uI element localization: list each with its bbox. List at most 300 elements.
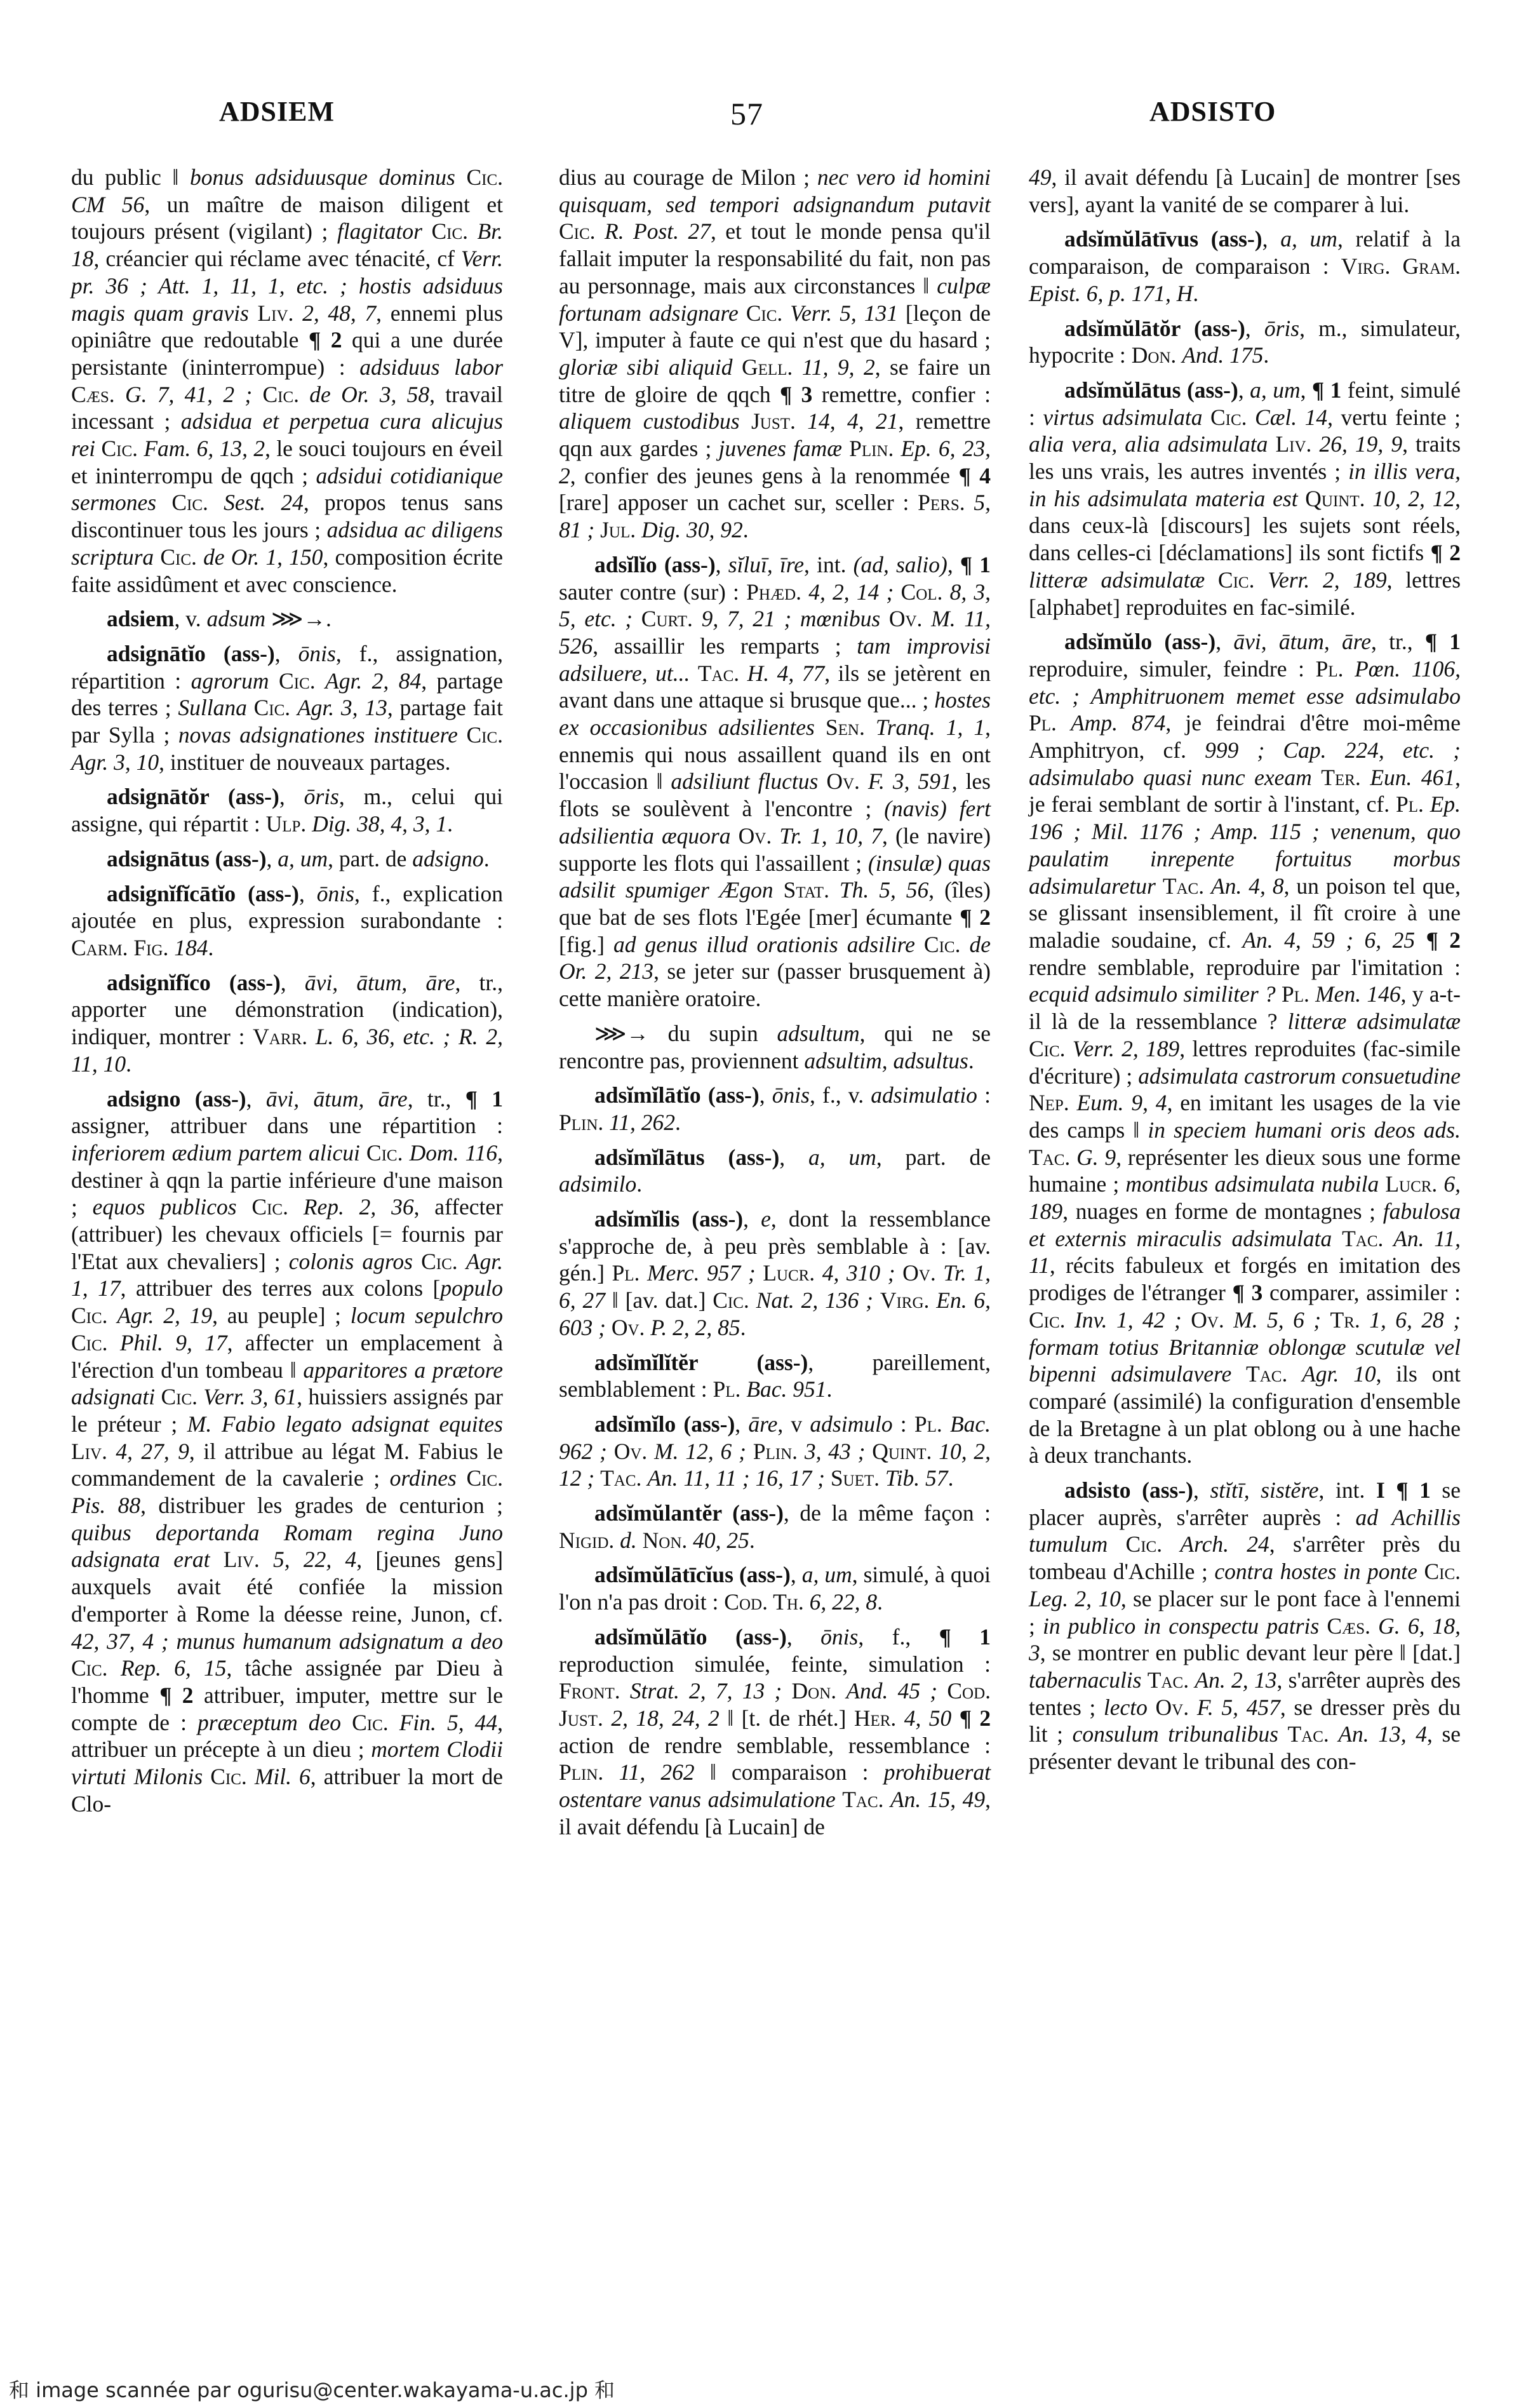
scan-credit-footer: 和 image scannée par ogurisu@center.wakayama-u.ac.jp 和 [9,2378,615,2402]
dictionary-entry: adsignĭfĭco (ass-), āvi, ātum, āre, tr., apporter une démonstration (indication), indiquer, montrer : Varr. L. 6, 36, etc. ; R. 2, 11, 10. [71,969,504,1077]
italic-citation: 4, 50 [904,1705,952,1731]
italic-citation: 4, 2, 14 ; [808,579,894,605]
dictionary-entry: adsignātus (ass-), a, um, part. de adsigno. [107,845,490,871]
author-abbreviation: Ov. [1155,1694,1189,1720]
author-abbreviation: Ov. [1191,1307,1224,1333]
author-abbreviation: Her. [854,1705,897,1731]
italic-citation: prohibuerat ostentare vanus adsimulatione [559,1759,991,1813]
author-abbreviation: Cæs. [1327,1613,1371,1639]
author-abbreviation: Liv. [257,300,294,326]
italic-citation: gloriæ sibi aliquid [559,354,733,380]
italic-citation: Tr. 1, 6, 27 [559,1260,991,1314]
italic-citation: 2, 48, 7 [302,300,377,326]
italic-citation: Agr. 10 [1302,1361,1376,1387]
italic-citation: An. 4, 59 ; 6, 25 [1242,927,1416,953]
italic-citation: CM 56 [71,191,145,217]
dictionary-entry: adsĭmĭlātĭo (ass-), ōnis, f., v. adsimulatio : Plin. 11, 262. [559,1082,991,1135]
italic-citation: Tranq. 1, 1 [875,715,986,741]
author-abbreviation: Liv. [223,1547,260,1573]
italic-citation: populo [440,1275,504,1301]
italic-citation: 4, 27, 9 [116,1438,189,1464]
dictionary-entry: adsĭmĭlātus (ass-), a, um, part. de adsimilo. [559,1144,991,1197]
author-abbreviation: Lucr. [1385,1171,1438,1197]
running-head-right: ADSISTO [1149,96,1276,127]
author-abbreviation: Cic. [1424,1559,1461,1585]
author-abbreviation: Plin. [559,1759,604,1785]
italic-citation: Ep. 196 ; Mil. 1176 ; Amp. 115 ; venenum, quo paulatim inrepente fortuitus morbus adsimularetur [1029,791,1461,899]
italic-citation: Mil. 6 [254,1764,311,1790]
author-abbreviation: Non. [642,1527,688,1553]
sense-marker: ¶ 2 [308,327,342,353]
dictionary-entry: adsĭmŭlātĭo (ass-), ōnis, f., ¶ 1 reproduction simulée, feinte, simulation : Front. Strat. 2, 7, 13 ; Don. And. 45 ; Cod. Just. 2, 18, 24, 2 ‖ [t. de rhét.] Her. 4, 50 ¶ 2 action de rendre semblable, ressemblance : Plin. 11, 262 ‖ comparaison : prohibuerat ostentare vanus adsimulatione Tac. An. 15, 49, il avait défendu [à Lucain] de [559,1623,991,1839]
dictionary-entry: adsĭmĭlo (ass-), āre, v adsimulo : Pl. Bac. 962 ; Ov. M. 12, 6 ; Plin. 3, 43 ; Quint. 10, 2, 12 ; Tac. An. 11, 11 ; 16, 17 ; Suet. Tib. 57. [559,1411,991,1491]
italic-citation: ordines [389,1465,457,1491]
italic-citation: En. 6, 603 ; [559,1287,991,1340]
author-abbreviation: Cic. [1029,1307,1066,1333]
italic-citation: And. 45 ; [846,1678,938,1704]
author-abbreviation: Phæd. [746,579,802,605]
author-abbreviation: Pl. [914,1411,942,1437]
author-abbreviation: Virg. Gram. [1341,253,1461,279]
italic-citation: e [761,1206,771,1232]
italic-citation: ōris [1264,315,1300,341]
italic-citation: 42, 37, 4 ; munus humanum adsignatum a deo [71,1628,503,1654]
italic-citation: āvi, ātum, āre [304,969,455,995]
dictionary-entry: adsisto (ass-), stĭtī, sistĕre, int. I ¶ 1 se placer auprès, s'arrêter auprès : ad Achillis tumulum Cic. Arch. 24, s'arrêter près du tombeau d'Achille ; contra hostes in ponte Cic. Leg. 2, 10, se placer sur le pont face à l'ennemi ; in publico in conspectu patris Cæs. G. 6, 18, 3, se montrer en public devant leur père ‖ [dat.] tabernaculis Tac. An. 2, 13, s'arrêter auprès des tentes ; lecto Ov. F. 5, 457, se dresser près du lit ; consulum tribunalibus Tac. An. 13, 4, se présenter devant le tribunal des con- [1029,1477,1461,1775]
italic-citation: alia vera, alia adsimulata [1029,431,1268,457]
italic-citation: adsimulatio [871,1082,977,1108]
italic-citation: M. 5, 6 ; [1233,1307,1322,1333]
italic-citation: 3, 43 ; [804,1438,866,1464]
dictionary-entry: adsĭmĭlĭtĕr (ass-), pareillement, semblablement : Pl. Bac. 951. [559,1349,991,1402]
author-abbreviation: Cic. [1210,404,1247,430]
italic-citation: Agr. 3, 10 [71,749,159,775]
italic-citation: 11, 262 [609,1109,676,1135]
italic-citation: Tr. 1, 10, 7 [779,823,882,849]
author-abbreviation: Cic. [1217,567,1255,593]
italic-citation: Nat. 2, 136 ; [756,1287,873,1314]
sense-marker: ¶ 1 [1312,377,1342,403]
author-abbreviation: Ov. [826,769,860,795]
italic-citation: 6, 189 [1029,1171,1461,1225]
entry-headword: adsĭmĭlātĭo (ass-) [594,1082,760,1108]
italic-citation: contra hostes in ponte [1214,1559,1417,1585]
italic-citation: d. [620,1527,637,1553]
italic-citation: lecto [1103,1694,1148,1720]
italic-citation: An. 2, 13 [1195,1667,1277,1693]
entry-headword: adsĭmĭlis (ass-) [594,1206,744,1232]
italic-citation: An. 11, 11 [1029,1225,1461,1279]
italic-citation: Arch. 24 [1180,1531,1269,1557]
italic-citation: ōnis [772,1082,810,1108]
italic-citation: sĭluī, īre [728,551,805,577]
italic-citation: 184 [174,934,208,960]
italic-citation: a, um [808,1144,876,1170]
italic-citation: R. Post. 27 [605,218,711,245]
italic-citation: hostes ex occasionibus adsilientes [559,687,991,741]
author-abbreviation: Varr. [253,1024,308,1050]
author-abbreviation: Pers. [918,490,965,516]
sense-marker: I ¶ 1 [1376,1477,1431,1503]
sense-marker: ¶ 3 [1232,1280,1263,1306]
italic-citation: equos publicos [92,1194,237,1220]
author-abbreviation: Col. [901,579,943,605]
author-abbreviation: Cic. [352,1709,389,1735]
italic-citation: Agr. 1, 17 [71,1248,503,1301]
italic-citation: Agr. 2, 19 [117,1303,213,1329]
italic-citation: 2, 18, 24, 2 [611,1705,720,1731]
italic-citation: Amp. 874 [1071,710,1166,736]
sense-marker: ¶ 3 [779,381,813,407]
entry-headword: adsĭmĭlo (ass-) [594,1411,735,1437]
italic-citation: tam improvisi adsiluere, ut... [559,633,991,686]
italic-citation: Fam. 6, 13, 2 [144,436,265,462]
author-abbreviation: Liv. [1275,431,1312,457]
author-abbreviation: Cod. Just. [559,1678,991,1731]
running-head-left: ADSIEM [219,96,335,127]
sense-marker: ¶ 1 [960,551,991,577]
entry-continuation: dius au courage de Milon ; nec vero id homini quisquam, sed tempori adsignandum putavit Cic. R. Post. 27, et tout le monde pensa qu'il fallait imputer la responsabilité du fait, non pas au personnage, mais aux circonstances ‖ culpæ fortunam adsignare Cic. Verr. 5, 131 [leçon de V], imputer à faute ce qui n'est que du hasard ; gloriæ sibi aliquid Gell. 11, 9, 2, se faire un titre de gloire de qqch ¶ 3 remettre, confier : aliquem custodibus Just. 14, 4, 21, remettre qqn aux gardes ; juvenes famæ Plin. Ep. 6, 23, 2, confier des jeunes gens à la renommée ¶ 4 [rare] apposer un cachet sur, sceller : Pers. 5, 81 ; Jul. Dig. 30, 92. [559,165,991,543]
italic-citation: virtus adsimulata [1043,404,1203,430]
author-abbreviation: Cic. [746,300,783,326]
entry-headword: adsignātus (ass-) [107,845,267,871]
dictionary-entry: adsignĭfĭcātĭo (ass-), ōnis, f., explication ajoutée en plus, expression surabondante : Carm. Fig. 184. [71,880,504,960]
italic-citation: Leg. 2, 10 [1029,1585,1121,1611]
italic-citation: Fin. 5, 44 [399,1709,498,1735]
italic-citation: Verr. 5, 131 [790,300,898,326]
author-abbreviation: Tac. [1029,1144,1071,1170]
author-abbreviation: Just. [751,408,796,434]
italic-citation: adsidua et perpetua cura alicujus rei [71,408,503,462]
italic-citation: G. 9 [1076,1144,1116,1170]
italic-citation: An. 15, 49 [890,1787,986,1813]
author-abbreviation: Cic. [160,544,197,570]
author-abbreviation: Ulp. [265,811,307,837]
italic-citation: Eun. 461 [1370,764,1456,790]
italic-citation: Men. 146 [1315,981,1401,1007]
dictionary-entry: adsĭmŭlātīvus (ass-), a, um, relatif à la comparaison, de comparaison : Virg. Gram. Epist. 6, p. 171, H. [1029,226,1461,306]
italic-citation: quibus deportanda Romam regina Juno adsignata erat [71,1519,503,1573]
sense-marker: ¶ 2 [1426,927,1461,953]
italic-citation: mortem Clodii virtuti Milonis [71,1737,503,1790]
entry-headword: adsĭmĭlātus (ass-) [594,1144,780,1170]
author-abbreviation: Tac. [1162,873,1205,899]
italic-citation: Cæl. 14 [1255,404,1328,430]
italic-citation: 11, 262 [619,1759,695,1785]
italic-citation: de Or. 1, 150 [203,544,323,570]
sense-marker: ¶ 2 [1430,540,1461,566]
author-abbreviation: Cic. [171,490,208,516]
author-abbreviation: Ov. [611,1314,645,1340]
italic-citation: (insulæ) quas adsilit spumiger Ægon [559,850,991,903]
author-abbreviation: Ov. [902,1260,936,1286]
italic-citation: An. 13, 4 [1338,1721,1427,1747]
author-abbreviation: Cic. [251,1194,288,1220]
sense-marker: ¶ 2 [959,1705,991,1731]
italic-citation: tabernaculis [1029,1667,1142,1693]
entry-headword: adsignātŏr (ass-) [107,784,279,810]
italic-citation: Ep. 6, 23, 2 [559,436,991,488]
italic-citation: in illis vera, in his adsimulata materia est [1029,459,1461,511]
italic-citation: (navis) fert adsilientia æquora [559,796,991,849]
italic-citation: Merc. 957 ; [646,1260,756,1286]
author-abbreviation: Don. [1131,342,1177,368]
entry-headword: adsisto (ass-) [1064,1477,1193,1503]
italic-citation: G. 6, 18, 3 [1029,1613,1461,1666]
entry-headword: adsĭmŭlantĕr (ass-) [594,1500,784,1526]
sense-marker: ¶ 1 [939,1623,991,1650]
italic-citation: Epist. 6, p. 171, H [1029,280,1193,306]
italic-citation: bonus adsiduusque dominus [190,165,455,190]
italic-citation: adsiliunt fluctus [671,769,819,795]
dictionary-entry: adsĭmŭlātus (ass-), a, um, ¶ 1 feint, simulé : virtus adsimulata Cic. Cæl. 14, vertu feinte ; alia vera, alia adsimulata Liv. 26, 19, 9, traits les uns vrais, les autres inventés ; in illis vera, in his adsimulata materia est Quint. 10, 2, 12, dans ceux-là [discours] les sujets sont réels, dans celles-ci [déclamations] ils sont fictifs ¶ 2 litteræ adsimulatæ Cic. Verr. 2, 189, lettres [alphabet] reproduites en fac-similé. [1029,377,1461,620]
author-abbreviation: Gell. [741,354,793,380]
italic-citation: M. 12, 6 ; [654,1438,746,1464]
italic-citation: An. 4, 8 [1211,873,1284,899]
italic-citation: locum sepulchro [350,1303,503,1329]
author-abbreviation: Tac. [1147,1667,1189,1693]
italic-citation: adsidua ac diligens scriptura [71,517,503,570]
italic-citation: 6, 22, 8 [809,1589,878,1615]
dictionary-entry: adsĭlĭo (ass-), sĭluī, īre, int. (ad, salio), ¶ 1 sauter contre (sur) : Phæd. 4, 2, 14 ; Col. 8, 3, 5, etc. ; Curt. 9, 7, 21 ; mœnibus Ov. M. 11, 526, assaillir les remparts ; tam improvisi adsiluere, ut... Tac. H. 4, 77, ils se jetèrent en avant dans une attaque si brusque que... ; hostes ex occasionibus adsilientes Sen. Tranq. 1, 1, ennemis qui nous assaillent quand ils en ont l'occasion ‖ adsiliunt fluctus Ov. F. 3, 591, les flots se soulèvent à l'encontre ; (navis) fert adsilientia æquora Ov. Tr. 1, 10, 7, (le navire) supporte les flots qui l'assaillent ; (insulæ) quas adsilit spumiger Ægon Stat. Th. 5, 56, (îles) que bat de ses flots l'Egée [mer] écumante ¶ 2 [fig.] ad genus illud orationis adsilire Cic. de Or. 2, 213, se jeter sur (passer brusquement à) cette manière oratoire. [559,551,991,1012]
italic-citation: a, um [1280,226,1337,252]
entry-headword: adsĭlĭo (ass-) [594,551,716,577]
italic-citation: stĭtī, sistĕre [1210,1477,1319,1503]
italic-citation: āvi, ātum, āre [265,1085,408,1112]
italic-citation: Th. 5, 56 [839,877,929,903]
italic-citation: adsiduus labor [359,354,504,380]
author-abbreviation: Carm. Fig. [71,934,169,960]
italic-citation: (ad, salio) [853,551,947,577]
italic-citation: inferiorem ædium partem alicui [71,1139,360,1166]
italic-citation: a, um [278,845,328,871]
entry-continuation: du public ‖ bonus adsiduusque dominus Cic. CM 56, un maître de maison diligent et toujours présent (vigilant) ; flagitator Cic. Br. 18, créancier qui réclame avec ténacité, cf Verr. pr. 36 ; Att. 1, 11, 1, etc. ; hostis adsiduus magis quam gravis Liv. 2, 48, 7, ennemi plus opiniâtre que redoutable ¶ 2 qui a une durée persistante (ininterrompue) : adsiduus labor Cæs. G. 7, 41, 2 ; Cic. de Or. 3, 58, travail incessant ; adsidua et perpetua cura alicujus rei Cic. Fam. 6, 13, 2, le souci toujours en éveil et ininterrompu de qqch ; adsidui cotidianique sermones Cic. Sest. 24, propos tenus sans discontinuer tous les jours ; adsidua ac diligens scriptura Cic. de Or. 1, 150, composition écrite faite assidûment et avec conscience. [71,165,504,597]
entry-continuation: 49, il avait défendu [à Lucain] de montrer [ses vers], ayant la vanité de se comparer à lui. [1029,165,1461,217]
italic-citation: flagitator [337,218,422,245]
italic-citation: Strat. 2, 7, 13 ; [629,1678,782,1704]
italic-citation: apparitores a prætore adsignati [71,1357,503,1410]
italic-citation: aliquem custodibus [559,408,740,434]
dictionary-entry: adsĭmŭlo (ass-), āvi, ātum, āre, tr., ¶ 1 reproduire, simuler, feindre : Pl. Pœn. 1106, etc. ; Amphitruonem memet esse adsimulabo Pl. Amp. 874, je feindrai d'être moi-même Amphitryon, cf. 999 ; Cap. 224, etc. ; adsimulabo quasi nunc exeam Ter. Eun. 461, je ferai semblant de sortir à l'instant, cf. Pl. Ep. 196 ; Mil. 1176 ; Amp. 115 ; venenum, quo paulatim inrepente fortuitus morbus adsimularetur Tac. An. 4, 8, un poison tel que, se glissant insensiblement, il fît croire à une maladie soudaine, cf. An. 4, 59 ; 6, 25 ¶ 2 rendre semblable, reproduire par l'imitation : ecquid adsimulo similiter ? Pl. Men. 146, y a-t-il là de la ressemblance ? litteræ adsimulatæ Cic. Verr. 2, 189, lettres reproduites (fac-simile d'écriture) ; adsimulata castrorum consuetudine Nep. Eum. 9, 4, en imitant les usages de la vie des camps ‖ in speciem humani oris deos ads. Tac. G. 9, représenter les dieux sous une forme humaine ; montibus adsimulata nubila Lucr. 6, 189, nuages en forme de montagnes ; fabulosa et externis miraculis adsimulata Tac. An. 11, 11, récits fabuleux et forgés en imitation des prodiges de l'étranger ¶ 3 comparer, assimiler : Cic. Inv. 1, 42 ; Ov. M. 5, 6 ; Tr. 1, 6, 28 ; formam totius Britanniæ oblongæ scutulæ vel bipenni adsimulavere Tac. Agr. 10, ils ont comparé (assimilé) la configuration d'ensemble de la Bretagne à un plat oblong ou à une hache à deux tranchants. [1029,629,1461,1468]
italic-citation: 9, 7, 21 ; mœnibus [701,606,881,632]
author-abbreviation: Virg. [880,1287,930,1314]
author-abbreviation: Nep. [1029,1090,1069,1116]
author-abbreviation: Pl. [1315,655,1344,682]
italic-citation: Phil. 9, 17 [119,1329,227,1355]
italic-citation: 10, 2, 12 [1372,485,1456,511]
author-abbreviation: Jul. [600,517,636,543]
italic-citation: 5, 22, 4 [272,1547,357,1573]
author-abbreviation: Cic. [559,218,596,245]
author-abbreviation: Liv. [71,1438,107,1464]
italic-citation: ad Achillis tumulum [1029,1504,1461,1557]
author-abbreviation: Cic. [71,1655,108,1681]
italic-citation: Dig. 38, 4, 3, 1 [312,811,448,837]
italic-citation: Pœn. 1106, etc. ; Amphitruonem memet esse adsimulabo [1029,655,1461,709]
dictionary-entry: adsiem, v. adsum ⋙→. [107,606,331,632]
sense-marker: ¶ 2 [960,904,991,930]
italic-citation: litteræ adsimulatæ [1287,1009,1461,1035]
italic-citation: adsultum [777,1020,860,1046]
italic-citation: 1, 6, 28 ; formam totius Britanniæ oblongæ scutulæ vel bipenni adsimulavere [1029,1307,1461,1387]
sense-marker: ¶ 1 [1424,629,1461,655]
author-abbreviation: Pl. [1029,710,1057,736]
entry-headword: adsĭmŭlātīvus (ass-) [1064,226,1262,252]
italic-citation: M. Fabio legato adsignat equites [187,1411,503,1437]
author-abbreviation: Tr. [1330,1307,1360,1333]
italic-citation: Dig. 30, 92 [641,517,743,543]
author-abbreviation: Tac. [600,1465,642,1491]
author-abbreviation: Cæs. [71,381,115,407]
sense-marker: ¶ 4 [958,462,991,488]
dictionary-entry: ⋙→ du supin adsultum, qui ne se rencontre pas, proviennent adsultim, adsultus. [559,1020,991,1073]
author-abbreviation: Tac. [1342,1225,1384,1251]
author-abbreviation: Quint. [872,1438,932,1464]
italic-citation: colonis agros [288,1248,413,1274]
entry-headword: adsigno (ass-) [107,1085,246,1112]
author-abbreviation: Pl. [713,1376,741,1402]
author-abbreviation: Cic. [279,668,316,694]
italic-citation: ecquid adsimulo similiter ? [1029,981,1276,1007]
italic-citation: fabulosa et externis miraculis adsimulata [1029,1199,1461,1251]
entry-headword: adsignĭfĭcātĭo (ass-) [107,880,299,906]
column-3 [1029,164,1461,1783]
entry-headword: adsiem [107,606,175,632]
italic-citation: ad genus illud orationis adsilire [613,931,915,957]
author-abbreviation: Cic. [210,1764,247,1790]
author-abbreviation: Pl. [612,1260,640,1286]
italic-citation: Dom. 116 [409,1139,498,1166]
author-abbreviation: Ov. [738,823,772,849]
author-abbreviation: Tac. [1246,1361,1288,1387]
author-abbreviation: Cic. [431,218,469,245]
author-abbreviation: Lucr. [763,1260,815,1286]
italic-citation: L. 6, 36, etc. ; R. 2, 11, 10 [71,1024,503,1077]
italic-citation: Tib. 57 [885,1465,948,1491]
column-1 [71,164,503,1825]
italic-citation: And. 175 [1182,342,1264,368]
dictionary-entry: adsĭmĭlis (ass-), e, dont la ressemblance s'approche de, à peu près semblable à : [av. gén.] Pl. Merc. 957 ; Lucr. 4, 310 ; Ov. Tr. 1, 6, 27 ‖ [av. dat.] Cic. Nat. 2, 136 ; Virg. En. 6, 603 ; Ov. P. 2, 2, 85. [559,1206,991,1340]
italic-citation: 10, 2, 12 ; [559,1438,991,1491]
entry-headword: adsĭmŭlātīcĭus (ass-) [594,1562,791,1588]
italic-citation: Verr. 2, 189 [1268,567,1387,593]
italic-citation: in publico in conspectu patris [1043,1613,1320,1639]
italic-citation: 8, 3, 5, etc. ; [559,579,991,632]
italic-citation: adsimilo [559,1171,637,1197]
italic-citation: de Or. 3, 58 [309,381,430,407]
italic-citation: Agr. 2, 84 [325,668,422,694]
italic-citation: F. 5, 457 [1196,1694,1280,1720]
author-abbreviation: Cic. [421,1248,458,1274]
italic-citation: 11, 9, 2 [801,354,875,380]
author-abbreviation: Quint. [1305,485,1365,511]
author-abbreviation: Sen. [825,715,865,741]
italic-citation: adsimulata castrorum consuetudine [1138,1063,1461,1089]
italic-citation: Bac. 962 ; [559,1411,991,1464]
italic-citation: in speciem humani oris deos ads. [1148,1117,1461,1143]
dictionary-entry: adsignātŏr (ass-), ōris, m., celui qui assigne, qui répartit : Ulp. Dig. 38, 4, 3, 1. [71,784,504,837]
italic-citation: adsultim, adsultus [804,1047,968,1073]
author-abbreviation: Pl. [1395,791,1424,817]
sense-marker: ¶ 1 [465,1085,504,1112]
author-abbreviation: Cic. [71,1303,108,1329]
italic-citation: de Or. 2, 213 [559,931,991,985]
author-abbreviation: Front. [559,1678,620,1704]
italic-citation: 14, 4, 21 [807,408,899,434]
author-abbreviation: Cic. [161,1384,198,1410]
author-abbreviation: Plin. [753,1438,798,1464]
italic-citation: præceptum deo [198,1709,342,1735]
dictionary-entry: adsignātĭo (ass-), ōnis, f., assignation, répartition : agrorum Cic. Agr. 2, 84, partage des terres ; Sullana Cic. Agr. 3, 13, partage fait par Sylla ; novas adsignationes instituere Cic. Agr. 3, 10, instituer de nouveaux partages. [71,640,504,775]
author-abbreviation: Pl. [1281,981,1309,1007]
entry-headword: adsignātĭo (ass-) [107,640,275,666]
italic-citation: Br. 18 [71,218,503,272]
author-abbreviation: Cic. [713,1287,749,1314]
italic-citation: Eum. 9, 4 [1076,1090,1167,1116]
italic-citation: ōris [304,784,339,810]
dictionary-entry: adsĭmŭlantĕr (ass-), de la même façon : Nigid. d. Non. 40, 25. [559,1500,991,1553]
author-abbreviation: Ov. [613,1438,648,1464]
author-abbreviation: Cic. [466,722,504,748]
author-abbreviation: Stat. [783,877,829,903]
italic-citation: Inv. 1, 42 ; [1074,1307,1182,1333]
dictionary-entry: adsĭmŭlātīcĭus (ass-), a, um, simulé, à quoi l'on n'a pas droit : Cod. Th. 6, 22, 8. [559,1562,991,1615]
italic-citation: Agr. 3, 13 [297,695,387,721]
author-abbreviation: Plin. [559,1109,604,1135]
entry-headword: adsĭmŭlātĭo (ass-) [594,1623,787,1650]
author-abbreviation: Cic. [466,1465,503,1491]
page-number: 57 [730,96,763,131]
running-head [0,95,1540,146]
entry-headword: adsignĭfĭco (ass-) [107,969,281,995]
italic-citation: montibus adsimulata nubila [1125,1171,1379,1197]
dictionary-entry: adsĭmŭlātŏr (ass-), ōris, m., simulateur, hypocrite : Don. And. 175. [1029,315,1461,368]
author-abbreviation: Cic. [262,381,300,407]
italic-citation: adsum [206,606,266,632]
italic-citation: a, um [801,1562,852,1588]
italic-citation: Bac. 951 [746,1376,827,1402]
entry-headword: adsĭmŭlo (ass-) [1064,629,1216,655]
italic-citation: Sullana [178,695,247,721]
italic-citation: litteræ adsimulatæ [1029,567,1205,593]
italic-citation: F. 3, 591 [867,769,952,795]
author-abbreviation: Tac. [697,660,740,686]
entry-headword: adsĭmŭlātŏr (ass-) [1064,315,1245,341]
entry-headword: adsĭmĭlĭtĕr (ass-) [594,1349,808,1375]
italic-citation: Verr. 2, 189 [1072,1035,1180,1061]
author-abbreviation: Cic. [923,931,961,957]
italic-citation: agrorum [191,668,269,694]
author-abbreviation: Nigid. [559,1527,615,1553]
italic-citation: āvi, ātum, āre [1233,629,1371,655]
author-abbreviation: Cic. [71,1329,108,1355]
italic-citation: Sest. 24 [224,490,304,516]
italic-citation: P. 2, 2, 85 [650,1314,740,1340]
italic-citation: ōnis [820,1623,859,1650]
italic-citation: Verr. 3, 61 [203,1384,297,1410]
author-abbreviation: Cic. [1029,1035,1066,1061]
italic-citation: Verr. pr. 36 ; Att. 1, 11, 1, etc. ; hostis adsiduus magis quam gravis [71,246,503,326]
italic-citation: āre [748,1411,778,1437]
italic-citation: Rep. 2, 36 [303,1194,414,1220]
italic-citation: adsigno [412,845,484,871]
italic-citation: Pis. 88 [71,1493,141,1519]
italic-citation: 40, 25 [693,1527,749,1553]
author-abbreviation: Suet. [830,1465,880,1491]
sense-marker: ¶ 2 [159,1682,194,1708]
author-abbreviation: Plin. [849,436,894,462]
dictionary-entry: adsigno (ass-), āvi, ātum, āre, tr., ¶ 1 assigner, attribuer dans une répartition : inferiorem ædium partem alicui Cic. Dom. 116, destiner à qqn la partie inférieure d'une maison ; equos publicos Cic. Rep. 2, 36, affecter (attribuer) les chevaux officiels [= fournis par l'Etat aux chevaliers] ; colonis agros Cic. Agr. 1, 17, attribuer des terres aux colons [populo Cic. Agr. 2, 19, au peuple] ; locum sepulchro Cic. Phil. 9, 17, affecter un emplacement à l'érection d'un tombeau ‖ apparitores a prætore adsignati Cic. Verr. 3, 61, huissiers assignés par le préteur ; M. Fabio legato adsignat equites Liv. 4, 27, 9, il attribue au légat M. Fabius le commandement de la cavalerie ; ordines Cic. Pis. 88, distribuer les grades de centurion ; quibus deportanda Romam regina Juno adsignata erat Liv. 5, 22, 4, [jeunes gens] auxquels avait été confiée la mission d'emporter à Rome la déesse reine, Junon, cf. 42, 37, 4 ; munus humanum adsignatum a deo Cic. Rep. 6, 15, tâche assignée par Dieu à l'homme ¶ 2 attribuer, imputer, mettre sur le compte de : præceptum deo Cic. Fin. 5, 44, attribuer un précepte à un dieu ; mortem Clodii virtuti Milonis Cic. Mil. 6, attribuer la mort de Clo- [71,1085,504,1817]
